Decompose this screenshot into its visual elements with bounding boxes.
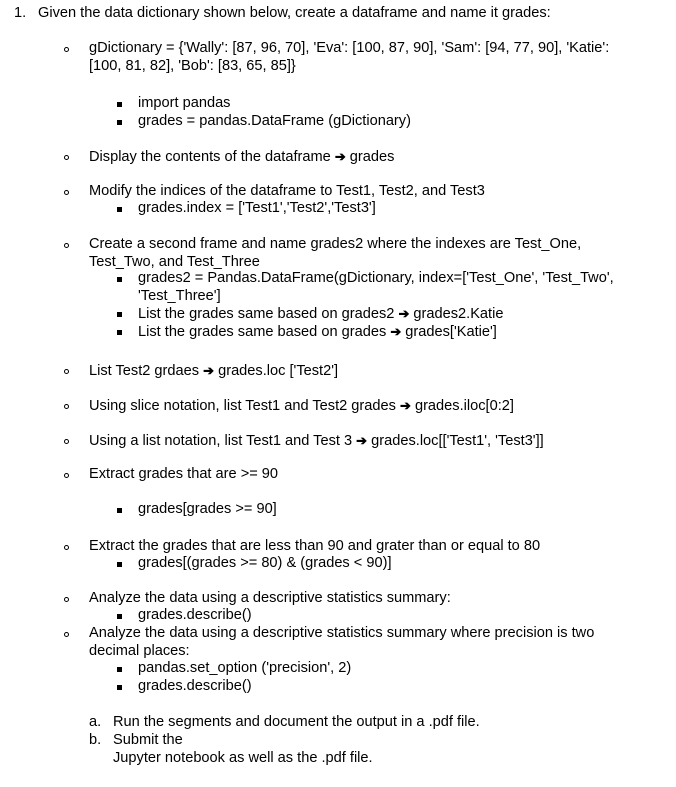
circle-bullet-icon	[64, 439, 69, 444]
slice-code: grades.iloc[0:2]	[414, 398, 514, 414]
test2-code: grades.loc ['Test2']	[218, 363, 339, 379]
circle-bullet-icon	[64, 369, 69, 374]
second-frame-line-1: Create a second frame and name grades2 where the indexes are Test_One,	[89, 236, 582, 252]
right-arrow-icon: ➔	[356, 433, 368, 448]
square-bullet-icon	[117, 330, 122, 335]
circle-bullet-icon	[64, 545, 69, 550]
right-arrow-icon: ➔	[203, 363, 215, 378]
display-code: grades	[349, 149, 395, 165]
square-bullet-icon	[117, 312, 122, 317]
right-arrow-icon: ➔	[390, 324, 402, 339]
square-bullet-icon	[117, 508, 122, 513]
question-prompt: Given the data dictionary shown below, create a dataframe and name it grades:	[38, 5, 551, 21]
modify-text: Modify the indices of the dataframe to Test1, Test2, and Test3	[89, 183, 485, 199]
circle-bullet-icon	[64, 473, 69, 478]
list-grades2-text: List the grades same based on grades2	[138, 306, 395, 322]
set-option-code: pandas.set_option ('precision', 2)	[138, 660, 352, 676]
describe-code-2: grades.describe()	[138, 678, 252, 694]
step-a-text: Run the segments and document the output in a .pdf file.	[113, 714, 480, 730]
modify-code: grades.index = ['Test1','Test2','Test3']	[138, 200, 376, 216]
circle-bullet-icon	[64, 190, 69, 195]
square-bullet-icon	[117, 120, 122, 125]
right-arrow-icon: ➔	[399, 398, 411, 413]
slice-text: Using slice notation, list Test1 and Test2 grades	[89, 398, 396, 414]
circle-bullet-icon	[64, 597, 69, 602]
dictionary-line-1: gDictionary = {'Wally': [87, 96, 70], 'Eva': [100, 87, 90], 'Sam': [94, 77, 90], 'Katie':	[89, 40, 610, 56]
import-pandas-line: import pandas	[138, 95, 231, 111]
list-notation-code: grades.loc[['Test1', 'Test3']]	[371, 433, 544, 449]
list-notation-text: Using a list notation, list Test1 and Test 3	[89, 433, 353, 449]
circle-bullet-icon	[64, 155, 69, 160]
list-grades-code: grades['Katie']	[405, 324, 497, 340]
circle-bullet-icon	[64, 243, 69, 248]
grades2-line-1: grades2 = Pandas.DataFrame(gDictionary, index=['Test_One', 'Test_Two',	[138, 270, 614, 286]
list-grades2-item	[138, 305, 503, 324]
describe-code-1: grades.describe()	[138, 607, 252, 623]
list-grades2-code: grades2.Katie	[413, 306, 504, 322]
display-item	[89, 148, 394, 167]
step-b-line-2: Jupyter notebook as well as the .pdf file.	[113, 750, 373, 766]
extract90-code: grades[grades >= 90]	[138, 501, 277, 517]
list-notation-item	[89, 432, 544, 451]
display-text: Display the contents of the dataframe	[89, 149, 331, 165]
extract90-text: Extract grades that are >= 90	[89, 466, 279, 482]
square-bullet-icon	[117, 685, 122, 690]
test2-item	[89, 362, 338, 381]
question-number: 1.	[14, 5, 27, 21]
step-a-marker: a.	[89, 714, 102, 730]
step-b-marker: b.	[89, 732, 102, 748]
circle-bullet-icon	[64, 47, 69, 52]
square-bullet-icon	[117, 207, 122, 212]
square-bullet-icon	[117, 667, 122, 672]
right-arrow-icon: ➔	[398, 306, 410, 321]
second-frame-line-2: Test_Two, and Test_Three	[89, 254, 260, 270]
circle-bullet-icon	[64, 632, 69, 637]
grades2-line-2: 'Test_Three']	[138, 288, 221, 304]
analyze-text: Analyze the data using a descriptive statistics summary:	[89, 590, 451, 606]
step-b-line-1: Submit the	[113, 732, 183, 748]
analyze2-line-2: decimal places:	[89, 643, 190, 659]
right-arrow-icon: ➔	[334, 149, 346, 164]
square-bullet-icon	[117, 277, 122, 282]
extract80-code: grades[(grades >= 80) & (grades < 90)]	[138, 555, 392, 571]
list-grades-text: List the grades same based on grades	[138, 324, 387, 340]
slice-item	[89, 397, 514, 416]
list-grades-item	[138, 323, 497, 342]
extract80-text: Extract the grades that are less than 90 and grater than or equal to 80	[89, 538, 541, 554]
square-bullet-icon	[117, 562, 122, 567]
circle-bullet-icon	[64, 404, 69, 409]
grades-create-line: grades = pandas.DataFrame (gDictionary)	[138, 113, 411, 129]
test2-text: List Test2 grdaes	[89, 363, 200, 379]
square-bullet-icon	[117, 102, 122, 107]
analyze2-line-1: Analyze the data using a descriptive statistics summary where precision is two	[89, 625, 595, 641]
square-bullet-icon	[117, 614, 122, 619]
dictionary-line-2: [100, 81, 82], 'Bob': [83, 65, 85]}	[89, 58, 296, 74]
